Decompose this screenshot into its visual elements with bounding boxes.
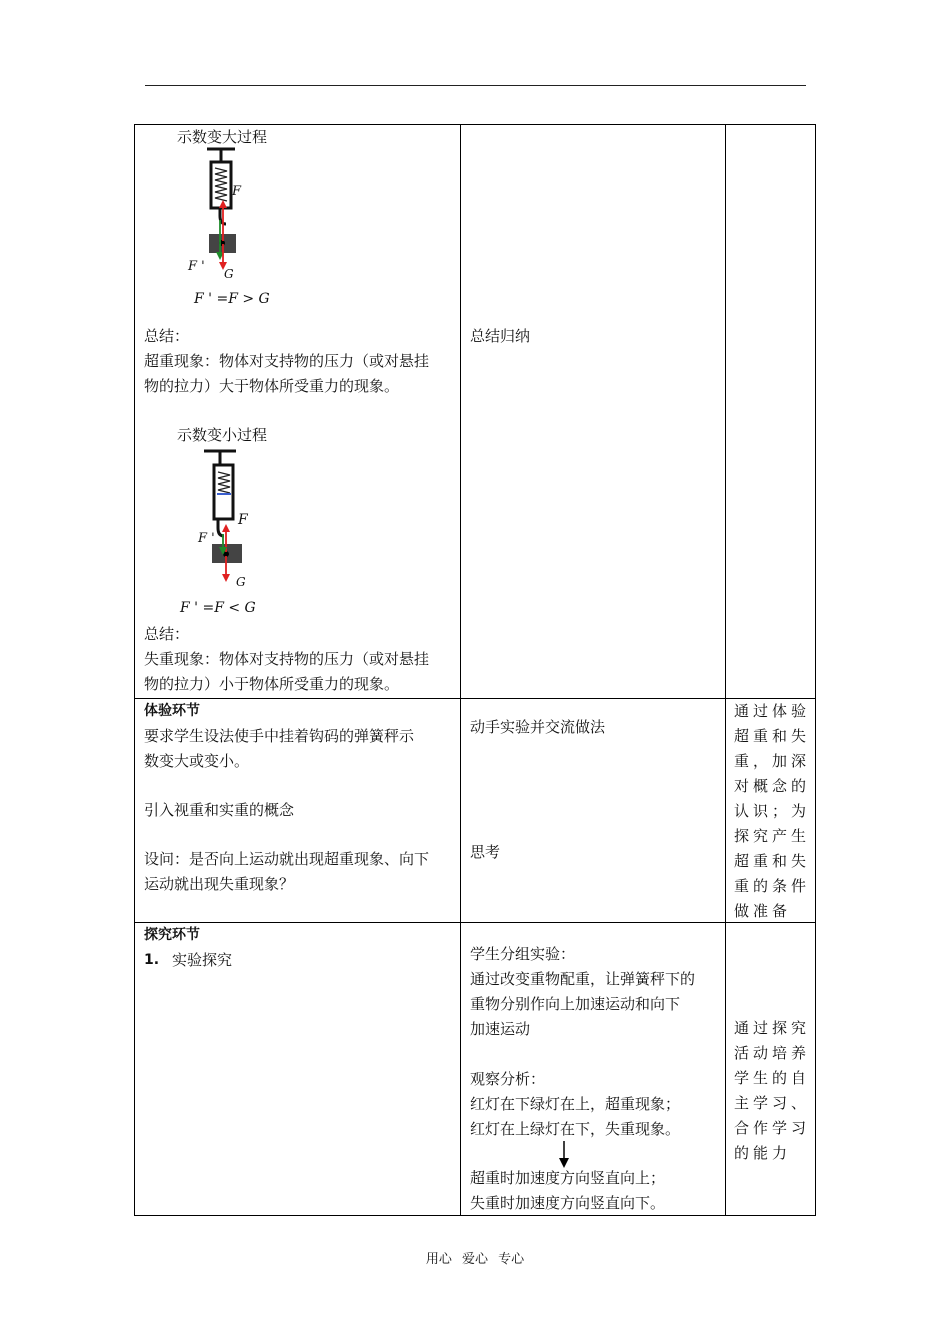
table-divider-1: [460, 124, 461, 1216]
page-footer: 用心 爱心 专心: [425, 1252, 525, 1267]
inquiry-student-line: 重物分别作向上加速运动和向下: [470, 995, 681, 1013]
design-intent-line: 超重和失: [734, 727, 811, 745]
design-intent-line: 认识；为: [734, 802, 811, 820]
weightlessness-definition-line-1: 失重现象：物体对支持物的压力（或对悬挂: [144, 650, 430, 668]
conclusion-line: 失重时加速度方向竖直向下。: [470, 1194, 666, 1212]
inquiry-student-line: 红灯在下绿灯在上，超重现象；: [470, 1095, 681, 1113]
spring-scale-decrease-figure: [204, 448, 264, 593]
experience-question-line-1: 设问：是否向上运动就出现超重现象、向下: [144, 850, 430, 868]
formula-decrease: F ' =F < G: [180, 600, 256, 616]
section-heading-experience: 体验环节: [144, 703, 200, 719]
header-rule: [145, 85, 806, 86]
inquiry-student-line: 学生分组实验：: [470, 945, 576, 963]
student-activity-summary: 总结归纳: [470, 327, 531, 345]
force-label-F-prime: F ': [198, 531, 215, 546]
force-label-F: F: [232, 184, 242, 199]
overweight-definition-line-1: 超重现象：物体对支持物的压力（或对悬挂: [144, 352, 430, 370]
spring-scale-increase-figure: [204, 146, 264, 281]
inquiry-student-line: 通过改变重物配重，让弹簧秤下的: [470, 970, 696, 988]
experience-text-line-1: 要求学生设法使手中挂着钩码的弹簧秤示: [144, 727, 415, 745]
table-border-left: [134, 124, 135, 1216]
student-activity-think: 思考: [470, 843, 501, 861]
student-activity-hands-on: 动手实验并交流做法: [470, 718, 606, 736]
overweight-definition-line-2: 物的拉力）大于物体所受重力的现象。: [144, 377, 400, 395]
design-intent-line: 主学习、: [734, 1094, 811, 1112]
design-intent-line: 通过探究: [734, 1019, 811, 1037]
design-intent-line: 重，加深: [734, 752, 811, 770]
design-intent-line: 合作学习: [734, 1119, 811, 1137]
section-heading-inquiry: 探究环节: [144, 927, 200, 943]
conclusion-line: 超重时加速度方向竖直向上；: [470, 1169, 666, 1187]
force-label-F-prime: F ': [188, 259, 205, 274]
inquiry-student-line: 加速运动: [470, 1020, 531, 1038]
experience-question-line-2: 运动就出现失重现象？: [144, 875, 295, 893]
table-divider-2: [725, 124, 726, 1216]
process-increase-caption: 示数变大过程: [177, 128, 268, 146]
experience-text-line-2: 数变大或变小。: [144, 752, 250, 770]
row-divider-1: [134, 698, 816, 699]
design-intent-line: 通过体验: [734, 702, 811, 720]
inquiry-student-line: 观察分析：: [470, 1070, 546, 1088]
formula-increase: F ' =F > G: [194, 291, 270, 307]
design-intent-line: 重的条件: [734, 877, 811, 895]
list-item-experiment: 实验探究: [172, 951, 233, 969]
design-intent-line: 的能力: [734, 1144, 792, 1162]
design-intent-line: 探究产生: [734, 827, 811, 845]
summary-label-1: 总结：: [144, 327, 190, 345]
inquiry-student-line: 红灯在上绿灯在下，失重现象。: [470, 1120, 681, 1138]
row-divider-2: [134, 922, 816, 923]
summary-label-2: 总结：: [144, 625, 190, 643]
weightlessness-definition-line-2: 物的拉力）小于物体所受重力的现象。: [144, 675, 400, 693]
force-label-F: F: [238, 512, 248, 528]
design-intent-line: 对概念的: [734, 777, 811, 795]
experience-text-line-3: 引入视重和实重的概念: [144, 801, 295, 819]
force-label-G: G: [224, 267, 234, 281]
lesson-table: [134, 124, 816, 1216]
design-intent-line: 学生的自: [734, 1069, 811, 1087]
design-intent-line: 做准备: [734, 902, 792, 920]
process-decrease-caption: 示数变小过程: [177, 426, 268, 444]
force-label-G: G: [236, 575, 246, 589]
table-border-right: [815, 124, 816, 1216]
down-arrow-icon: [558, 1141, 570, 1169]
design-intent-line: 超重和失: [734, 852, 811, 870]
list-item-number: 1.: [144, 952, 160, 968]
design-intent-line: 活动培养: [734, 1044, 811, 1062]
